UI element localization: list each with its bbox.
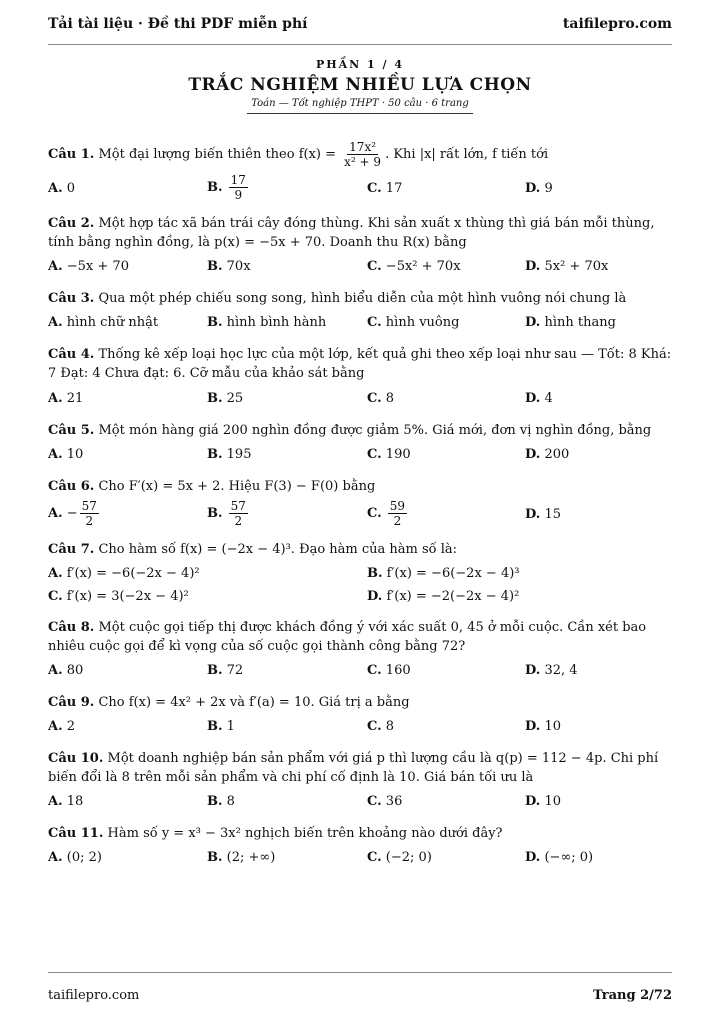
option-a[interactable]: A. 2 <box>48 719 76 734</box>
options-2 <box>48 259 672 279</box>
fraction: $\frac{\text{17x²}}{\text{x² + 9}}$ <box>344 140 382 169</box>
option-a[interactable]: A. 18 <box>48 794 84 809</box>
option-d[interactable]: D. 200 <box>525 447 570 462</box>
question-text: Một đại lượng biến thiên theo f(x) = <box>98 147 337 162</box>
question-label: Câu 5. <box>48 423 95 438</box>
footer-divider <box>48 972 672 973</box>
option-d[interactable]: D. 5x² + 70x <box>525 259 609 274</box>
question-label: Câu 4. <box>48 347 95 362</box>
section-title: TRẮC NGHIỆM NHIỀU LỰA CHỌN <box>188 75 532 95</box>
options-10 <box>48 794 672 814</box>
question-label: Câu 2. <box>48 216 95 231</box>
question-3 <box>48 289 672 308</box>
options-3 <box>48 315 672 335</box>
option-a[interactable]: A. − $\frac{57}{2}$ <box>48 499 97 528</box>
options-9 <box>48 719 672 739</box>
option-a[interactable]: A. hình chữ nhật <box>48 315 159 330</box>
options-4 <box>48 391 672 411</box>
question-text: Cho hàm số f(x) = (−2x − 4)³. Đạo hàm của hàm số là: <box>98 542 458 557</box>
option-a[interactable]: A. 80 <box>48 663 84 678</box>
question-6 <box>48 477 672 496</box>
question-text: Một hợp tác xã bán trái cây đóng thùng. Khi sản xuất x thùng thì giá bán mỗi thùng, tính bằng nghìn đồng, là p(x) = −5x + 70. Doanh thu R(x) bằng <box>48 216 655 250</box>
option-b[interactable]: B. $\frac{57}{2}$ <box>207 499 246 528</box>
question-label: Câu 7. <box>48 542 95 557</box>
question-label: Câu 6. <box>48 479 95 494</box>
option-a[interactable]: A. 0 <box>48 181 76 196</box>
option-c[interactable]: C. 160 <box>367 663 411 678</box>
page-footer <box>48 988 672 1003</box>
option-d[interactable]: D. 4 <box>525 391 553 406</box>
option-a[interactable]: A. 21 <box>48 391 84 406</box>
question-10 <box>48 749 672 787</box>
option-d[interactable]: D. hình thang <box>525 315 616 330</box>
option-c[interactable]: C. 17 <box>367 181 403 196</box>
header-right: taifilepro.com <box>562 16 672 32</box>
question-9 <box>48 693 672 712</box>
option-a[interactable]: A. f′(x) = −6(−2x − 4)² <box>48 566 200 581</box>
page-header <box>48 14 672 34</box>
question-text: Thống kê xếp loại học lực của một lớp, kết quả ghi theo xếp loại như sau — Tốt: 8 Khá: 7 Đạt: 4 Chưa đạt: 6. Cỡ mẫu của khảo sát bằng <box>48 347 672 381</box>
question-label: Câu 9. <box>48 695 95 710</box>
options-7-row2 <box>48 589 672 609</box>
option-b[interactable]: B. 8 <box>207 794 235 809</box>
option-d[interactable]: D. f′(x) = −2(−2x − 4)² <box>367 589 520 604</box>
options-1 <box>48 173 672 202</box>
option-c[interactable]: C. 36 <box>367 794 403 809</box>
header-divider <box>48 44 672 45</box>
option-d[interactable]: D. 10 <box>525 794 562 809</box>
option-d[interactable]: D. 10 <box>525 719 562 734</box>
option-c[interactable]: C. (−2; 0) <box>367 850 432 865</box>
options-6 <box>48 499 672 528</box>
option-c[interactable]: C. 8 <box>367 719 395 734</box>
question-5 <box>48 421 672 440</box>
options-11 <box>48 850 672 870</box>
question-2 <box>48 214 672 252</box>
section-subtitle: Toán — Tốt nghiệp THPT · 50 câu · 6 trang <box>247 98 473 114</box>
option-c[interactable]: C. −5x² + 70x <box>367 259 461 274</box>
option-d[interactable]: D. (−∞; 0) <box>525 850 594 865</box>
option-b[interactable]: B. 195 <box>207 447 252 462</box>
option-b[interactable]: B. f′(x) = −6(−2x − 4)³ <box>367 566 520 581</box>
option-d[interactable]: D. 32, 4 <box>525 663 578 678</box>
options-8 <box>48 663 672 683</box>
option-a[interactable]: A. 10 <box>48 447 84 462</box>
option-d[interactable]: D. 9 <box>525 181 553 196</box>
option-b[interactable]: B. 25 <box>207 391 244 406</box>
header-left: Tải tài liệu · Đề thi PDF miễn phí <box>48 16 308 32</box>
option-d[interactable]: D. 15 <box>525 507 562 522</box>
question-text: Qua một phép chiếu song song, hình biểu diễn của một hình vuông nói chung là <box>98 291 627 306</box>
question-label: Câu 10. <box>48 751 104 766</box>
option-c[interactable]: C. 8 <box>367 391 395 406</box>
question-label: Câu 11. <box>48 826 104 841</box>
option-a[interactable]: A. −5x + 70 <box>48 259 129 274</box>
title-block <box>0 58 720 114</box>
question-text: . Khi |x| rất lớn, f tiến tới <box>385 147 549 162</box>
question-text: Một món hàng giá 200 nghìn đồng được giảm 5%. Giá mới, đơn vị nghìn đồng, bằng <box>98 423 652 438</box>
option-b[interactable]: B. 70x <box>207 259 251 274</box>
option-c[interactable]: C. f′(x) = 3(−2x − 4)² <box>48 589 189 604</box>
option-c[interactable]: C. $\frac{59}{2}$ <box>367 499 406 528</box>
options-5 <box>48 447 672 467</box>
option-b[interactable]: B. hình bình hành <box>207 315 327 330</box>
question-text: Một doanh nghiệp bán sản phẩm với giá p thì lượng cầu là q(p) = 112 − 4p. Chi phí biến đổi là 8 trên mỗi sản phẩm và chi phí cố định là 10. Giá bán tối ưu là <box>48 751 659 785</box>
question-4 <box>48 345 672 383</box>
option-c[interactable]: C. hình vuông <box>367 315 460 330</box>
option-b[interactable]: B. $\frac{17}{9}$ <box>207 173 246 202</box>
footer-site[interactable]: taifilepro.com <box>48 988 140 1003</box>
question-text: Một cuộc gọi tiếp thị được khách đồng ý với xác suất 0, 45 ở mỗi cuộc. Cần xét bao nhiêu cuộc gọi để kì vọng của số cuộc gọi thành công bằng 72? <box>48 620 647 654</box>
question-label: Câu 1. <box>48 147 95 162</box>
question-11 <box>48 824 672 843</box>
question-text: Cho f(x) = 4x² + 2x và f′(a) = 10. Giá trị a bằng <box>98 695 410 710</box>
option-b[interactable]: B. (2; +∞) <box>207 850 276 865</box>
question-label: Câu 8. <box>48 620 95 635</box>
question-7 <box>48 540 672 559</box>
page-number: Trang 2/72 <box>593 988 672 1003</box>
question-label: Câu 3. <box>48 291 95 306</box>
option-c[interactable]: C. 190 <box>367 447 411 462</box>
option-a[interactable]: A. (0; 2) <box>48 850 102 865</box>
option-b[interactable]: B. 72 <box>207 663 244 678</box>
question-text: Hàm số y = x³ − 3x² nghịch biến trên khoảng nào dưới đây? <box>107 826 503 841</box>
options-7-row1 <box>48 566 672 586</box>
part-label: PHẦN 1 / 4 <box>315 58 405 71</box>
option-b[interactable]: B. 1 <box>207 719 235 734</box>
question-text: Cho F′(x) = 5x + 2. Hiệu F(3) − F(0) bằng <box>98 479 376 494</box>
question-1 <box>48 140 672 169</box>
question-8 <box>48 618 672 656</box>
